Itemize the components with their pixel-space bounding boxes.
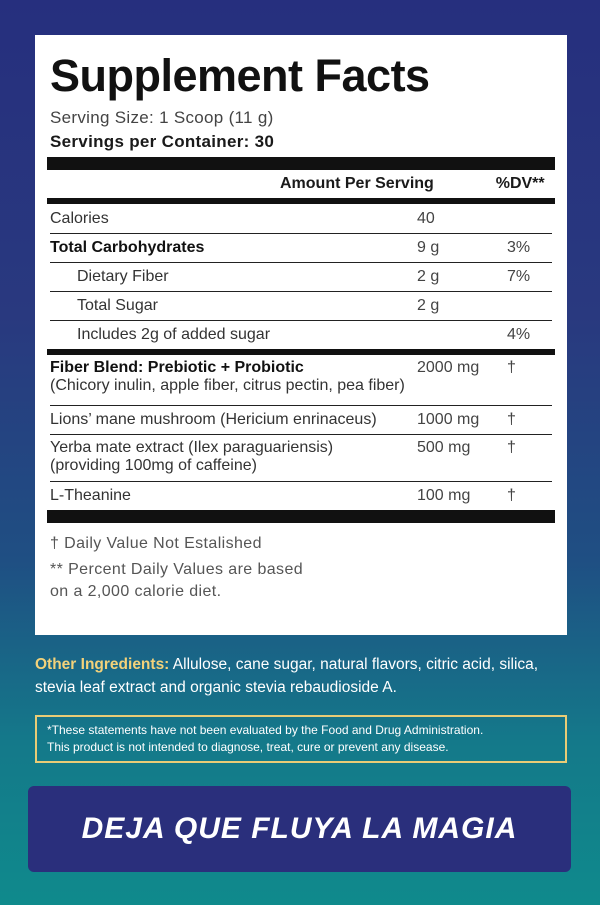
row-name	[50, 359, 417, 395]
disclaimer-line-1: *These statements have not been evaluated by the Food and Drug Administration.	[47, 723, 484, 737]
footnote-dagger: † Daily Value Not Estalished	[50, 535, 262, 552]
row-name: Total Carbohydrates	[50, 239, 205, 256]
other-ingredients-label: Other Ingredients:	[35, 656, 170, 673]
disclaimer-line-2: This product is not intended to diagnose, treat, cure or prevent any disease.	[47, 740, 449, 754]
row-amount: 2 g	[417, 297, 440, 314]
facts-row-yerba-mate	[50, 434, 552, 481]
row-name: Dietary Fiber	[77, 268, 169, 285]
supplement-facts-panel	[35, 35, 567, 635]
yerba-title: Yerba mate extract (Ilex paraguariensis)	[50, 439, 334, 456]
footnote-dv-line2: on a 2,000 calorie diet.	[50, 583, 222, 600]
serving-size: Serving Size: 1 Scoop (11 g)	[50, 108, 274, 127]
row-amount: 40	[417, 209, 435, 227]
row-name: Includes 2g of added sugar	[77, 326, 271, 343]
facts-row-dietary-fiber	[50, 262, 552, 291]
row-name: L-Theanine	[50, 487, 131, 504]
facts-row-lions-mane	[50, 405, 552, 434]
blend-title: Fiber Blend: Prebiotic + Probiotic	[50, 359, 304, 376]
facts-row-total-sugar	[50, 291, 552, 320]
other-ingredients	[35, 653, 575, 699]
row-amount: 100 mg	[417, 487, 471, 504]
blend-subtext: (Chicory inulin, apple fiber, citrus pectin, pea fiber)	[50, 377, 405, 394]
servings-per-container: Servings per Container: 30	[50, 132, 275, 151]
row-name: Calories	[50, 209, 109, 227]
fda-disclaimer	[35, 715, 567, 763]
facts-row-l-theanine	[50, 481, 552, 510]
yerba-subtext: (providing 100mg of caffeine)	[50, 457, 257, 474]
facts-row-calories	[50, 204, 552, 233]
footnote-dv-line1: ** Percent Daily Values are based	[50, 561, 304, 578]
divider-thick-bottom	[47, 510, 555, 523]
facts-row-added-sugar	[50, 320, 552, 349]
row-name	[50, 439, 417, 475]
tagline-text: DEJA QUE FLUYA LA MAGIA	[81, 812, 518, 845]
facts-title: Supplement Facts	[50, 50, 430, 101]
row-dv: 4%	[507, 326, 531, 343]
header-dv: %DV**	[495, 175, 545, 192]
facts-row-fiber-blend	[50, 355, 552, 405]
row-dv: 3%	[507, 239, 531, 256]
row-amount: 1000 mg	[417, 411, 480, 428]
facts-row-total-carbs	[50, 233, 552, 262]
tagline-banner	[28, 786, 571, 872]
row-name: Total Sugar	[77, 297, 158, 314]
other-ingredients-text: Allulose, cane sugar, natural flavors, citric acid, silica, stevia leaf extract and organic stevia rebaudioside A.	[35, 656, 539, 696]
divider-thick	[47, 157, 555, 170]
header-amount: Amount Per Serving	[280, 175, 434, 192]
footnotes	[50, 523, 552, 603]
row-amount: 2 g	[417, 268, 440, 285]
row-amount: 500 mg	[417, 439, 471, 456]
row-name: Lions’ mane mushroom (Hericium enrinaceus)	[50, 411, 377, 428]
row-dv: †	[507, 411, 516, 428]
row-amount: 2000 mg	[417, 359, 480, 376]
row-dv: †	[507, 439, 516, 456]
facts-header-row	[50, 170, 552, 198]
row-dv: 7%	[507, 268, 531, 285]
row-dv: †	[507, 359, 516, 376]
row-amount: 9 g	[417, 239, 440, 256]
row-dv: †	[507, 487, 516, 504]
